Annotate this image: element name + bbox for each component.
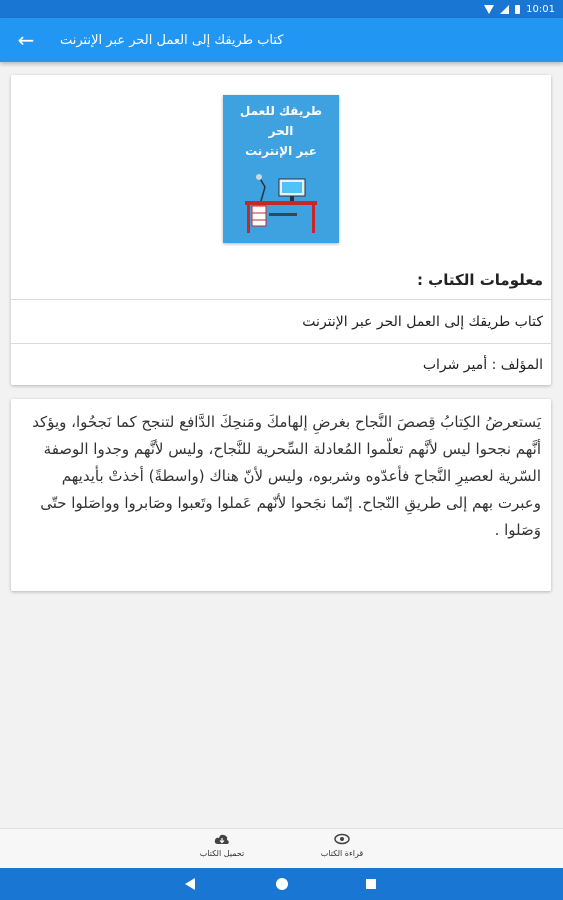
eye-icon [297, 833, 387, 847]
back-arrow-icon[interactable]: ← [17, 28, 35, 52]
download-book-label: تحميل الكتاب [199, 849, 245, 858]
nav-back-icon[interactable] [185, 878, 195, 890]
cover-title [229, 101, 333, 161]
book-name: كتاب طريقك إلى العمل الحر عبر الإنترنت [302, 313, 543, 330]
book-info-card [11, 75, 551, 385]
book-description-card [11, 399, 551, 591]
book-cover [223, 95, 339, 243]
desk-illustration [241, 173, 321, 235]
nav-home-icon[interactable] [276, 878, 288, 890]
status-time: 10:01 [526, 3, 555, 15]
cover-title-line1: طريقك للعمل الحر [239, 104, 323, 138]
book-name-row [11, 299, 551, 343]
cloud-download-icon [177, 833, 267, 847]
book-description: يَستعرضُ الكِتابُ قِصصَ النَّجاح بغرضِ إلهامكَ ومَنحِكَ الدَّافع لتنجح كما نَجحُوا، ويؤكد أنَّهم نجحوا ليس لأنَّهم تعلّموا المُعادلة السِّحرية للنَّجاح، وليس لأنَّهم وجدوا الوصفة السّرية لعصيرِ النَّجاح فأعدّوه وشربوه، وليس لأنّ هناك (واسطةً) أخذتْ بأيديهم وعبرت بهم إلى طريقِ النّجاح. إنّما نجَحوا لأنّهم عَملوا وتَعبوا وصَابروا وواصَلوا حتّى وَصَلوا . [32, 413, 541, 539]
wifi-icon [484, 5, 494, 14]
book-author: المؤلف : أمير شراب [422, 356, 543, 373]
status-bar [0, 0, 563, 18]
read-book-tab[interactable] [297, 833, 387, 858]
download-book-tab[interactable] [177, 833, 267, 858]
nav-recents-icon[interactable] [366, 879, 376, 889]
app-bar [0, 18, 563, 62]
battery-icon [515, 5, 520, 14]
book-info-heading: معلومات الكتاب : [416, 271, 543, 289]
bottom-tabs [0, 828, 563, 869]
signal-icon [500, 5, 509, 14]
page-title: كتاب طريقك إلى العمل الحر عبر الإنترنت [60, 32, 284, 48]
book-author-row [11, 343, 551, 385]
system-nav-bar [0, 868, 563, 900]
read-book-label: قراءة الكتاب [320, 849, 364, 858]
cover-title-line2: عبر الإنترنت [245, 144, 317, 158]
